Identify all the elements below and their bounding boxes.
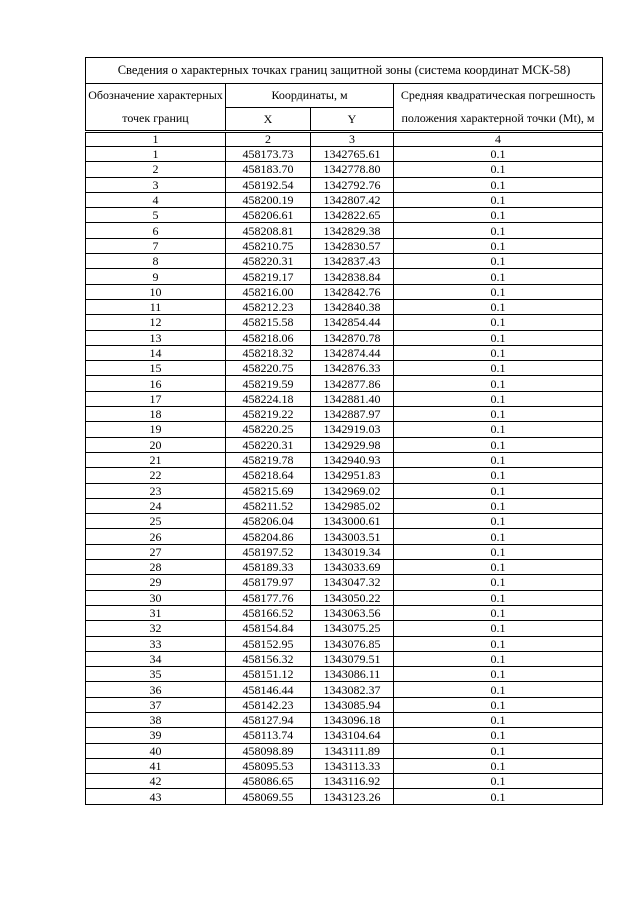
point-number-cell: 41 xyxy=(86,758,226,773)
y-coordinate-cell: 1342870.78 xyxy=(311,330,394,345)
y-coordinate-cell: 1342887.97 xyxy=(311,407,394,422)
point-number-cell: 38 xyxy=(86,712,226,727)
x-coordinate-cell: 458215.69 xyxy=(226,483,311,498)
y-coordinate-cell: 1343079.51 xyxy=(311,651,394,666)
x-coordinate-cell: 458220.31 xyxy=(226,437,311,452)
x-coordinate-cell: 458069.55 xyxy=(226,789,311,804)
x-coordinate-cell: 458142.23 xyxy=(226,697,311,712)
table-row xyxy=(86,208,603,223)
y-coordinate-cell: 1343063.56 xyxy=(311,605,394,620)
y-coordinate-cell: 1342840.38 xyxy=(311,299,394,314)
error-cell: 0.1 xyxy=(394,422,603,437)
y-coordinate-cell: 1343113.33 xyxy=(311,758,394,773)
table-row xyxy=(86,147,603,162)
error-cell: 0.1 xyxy=(394,330,603,345)
y-coordinate-cell: 1343086.11 xyxy=(311,667,394,682)
point-number-cell: 35 xyxy=(86,667,226,682)
point-number-cell: 27 xyxy=(86,544,226,559)
y-coordinate-cell: 1343085.94 xyxy=(311,697,394,712)
y-coordinate-cell: 1342919.03 xyxy=(311,422,394,437)
point-number-cell: 21 xyxy=(86,452,226,467)
table-row xyxy=(86,177,603,192)
table-body xyxy=(86,147,603,805)
y-coordinate-cell: 1342929.98 xyxy=(311,437,394,452)
y-coordinate-cell: 1342940.93 xyxy=(311,452,394,467)
table-row xyxy=(86,667,603,682)
table-row xyxy=(86,774,603,789)
table-row xyxy=(86,254,603,269)
point-number-cell: 22 xyxy=(86,468,226,483)
table-row xyxy=(86,621,603,636)
y-coordinate-cell: 1342876.33 xyxy=(311,361,394,376)
point-number-cell: 28 xyxy=(86,560,226,575)
table-row xyxy=(86,162,603,177)
error-cell: 0.1 xyxy=(394,483,603,498)
point-number-cell: 12 xyxy=(86,315,226,330)
error-cell: 0.1 xyxy=(394,651,603,666)
x-coordinate-cell: 458113.74 xyxy=(226,728,311,743)
error-cell: 0.1 xyxy=(394,544,603,559)
table-row xyxy=(86,299,603,314)
error-cell: 0.1 xyxy=(394,208,603,223)
table-row xyxy=(86,407,603,422)
table-row xyxy=(86,345,603,360)
x-coordinate-cell: 458208.81 xyxy=(226,223,311,238)
x-coordinate-cell: 458216.00 xyxy=(226,284,311,299)
table-row xyxy=(86,437,603,452)
y-coordinate-cell: 1343075.25 xyxy=(311,621,394,636)
x-coordinate-cell: 458095.53 xyxy=(226,758,311,773)
error-cell: 0.1 xyxy=(394,254,603,269)
error-cell: 0.1 xyxy=(394,147,603,162)
point-number-cell: 4 xyxy=(86,192,226,207)
error-cell: 0.1 xyxy=(394,269,603,284)
error-cell: 0.1 xyxy=(394,223,603,238)
table-row xyxy=(86,468,603,483)
error-cell: 0.1 xyxy=(394,452,603,467)
point-number-cell: 31 xyxy=(86,605,226,620)
column-numbers-row xyxy=(86,132,603,147)
y-coordinate-cell: 1342969.02 xyxy=(311,483,394,498)
y-coordinate-cell: 1342951.83 xyxy=(311,468,394,483)
table-row xyxy=(86,361,603,376)
point-number-cell: 39 xyxy=(86,728,226,743)
point-number-cell: 7 xyxy=(86,238,226,253)
x-coordinate-cell: 458197.52 xyxy=(226,544,311,559)
y-coordinate-cell: 1342881.40 xyxy=(311,391,394,406)
table-row xyxy=(86,651,603,666)
y-coordinate-cell: 1342985.02 xyxy=(311,498,394,513)
point-number-cell: 8 xyxy=(86,254,226,269)
y-coordinate-cell: 1343050.22 xyxy=(311,590,394,605)
point-number-cell: 37 xyxy=(86,697,226,712)
x-coordinate-cell: 458204.86 xyxy=(226,529,311,544)
x-coordinate-cell: 458220.25 xyxy=(226,422,311,437)
y-coordinate-cell: 1343003.51 xyxy=(311,529,394,544)
point-number-cell: 43 xyxy=(86,789,226,804)
table-row xyxy=(86,452,603,467)
table-row xyxy=(86,605,603,620)
y-coordinate-cell: 1343104.64 xyxy=(311,728,394,743)
point-number-cell: 6 xyxy=(86,223,226,238)
x-coordinate-cell: 458224.18 xyxy=(226,391,311,406)
x-coordinate-cell: 458212.23 xyxy=(226,299,311,314)
table-row xyxy=(86,758,603,773)
x-coordinate-cell: 458220.31 xyxy=(226,254,311,269)
y-coordinate-cell: 1342874.44 xyxy=(311,345,394,360)
error-cell: 0.1 xyxy=(394,345,603,360)
x-coordinate-cell: 458218.06 xyxy=(226,330,311,345)
table-row xyxy=(86,544,603,559)
header-error: Средняя квадратическая погрешность положения характерной точки (Mt), м xyxy=(394,84,603,132)
point-number-cell: 18 xyxy=(86,407,226,422)
column-number: 3 xyxy=(311,132,394,147)
table-row xyxy=(86,514,603,529)
error-cell: 0.1 xyxy=(394,682,603,697)
header-y: Y xyxy=(311,108,394,132)
point-number-cell: 3 xyxy=(86,177,226,192)
error-cell: 0.1 xyxy=(394,712,603,727)
error-cell: 0.1 xyxy=(394,697,603,712)
table-row xyxy=(86,391,603,406)
error-cell: 0.1 xyxy=(394,284,603,299)
error-cell: 0.1 xyxy=(394,391,603,406)
point-number-cell: 25 xyxy=(86,514,226,529)
point-number-cell: 2 xyxy=(86,162,226,177)
error-cell: 0.1 xyxy=(394,575,603,590)
header-coordinates: Координаты, м xyxy=(226,84,394,108)
x-coordinate-cell: 458156.32 xyxy=(226,651,311,666)
x-coordinate-cell: 458166.52 xyxy=(226,605,311,620)
column-number: 4 xyxy=(394,132,603,147)
table-row xyxy=(86,560,603,575)
point-number-cell: 23 xyxy=(86,483,226,498)
error-cell: 0.1 xyxy=(394,177,603,192)
y-coordinate-cell: 1342765.61 xyxy=(311,147,394,162)
y-coordinate-cell: 1343076.85 xyxy=(311,636,394,651)
x-coordinate-cell: 458219.17 xyxy=(226,269,311,284)
y-coordinate-cell: 1343116.92 xyxy=(311,774,394,789)
point-number-cell: 20 xyxy=(86,437,226,452)
y-coordinate-cell: 1343082.37 xyxy=(311,682,394,697)
x-coordinate-cell: 458179.97 xyxy=(226,575,311,590)
x-coordinate-cell: 458173.73 xyxy=(226,147,311,162)
column-number: 2 xyxy=(226,132,311,147)
point-number-cell: 29 xyxy=(86,575,226,590)
error-cell: 0.1 xyxy=(394,636,603,651)
error-cell: 0.1 xyxy=(394,789,603,804)
point-number-cell: 9 xyxy=(86,269,226,284)
x-coordinate-cell: 458152.95 xyxy=(226,636,311,651)
point-number-cell: 42 xyxy=(86,774,226,789)
table-row xyxy=(86,498,603,513)
error-cell: 0.1 xyxy=(394,590,603,605)
x-coordinate-cell: 458151.12 xyxy=(226,667,311,682)
point-number-cell: 16 xyxy=(86,376,226,391)
y-coordinate-cell: 1343111.89 xyxy=(311,743,394,758)
table-row xyxy=(86,697,603,712)
error-cell: 0.1 xyxy=(394,238,603,253)
point-number-cell: 11 xyxy=(86,299,226,314)
x-coordinate-cell: 458192.54 xyxy=(226,177,311,192)
error-cell: 0.1 xyxy=(394,498,603,513)
point-number-cell: 17 xyxy=(86,391,226,406)
point-number-cell: 32 xyxy=(86,621,226,636)
table-row xyxy=(86,422,603,437)
x-coordinate-cell: 458183.70 xyxy=(226,162,311,177)
point-number-cell: 33 xyxy=(86,636,226,651)
error-cell: 0.1 xyxy=(394,315,603,330)
y-coordinate-cell: 1342842.76 xyxy=(311,284,394,299)
y-coordinate-cell: 1342837.43 xyxy=(311,254,394,269)
header-x: X xyxy=(226,108,311,132)
x-coordinate-cell: 458220.75 xyxy=(226,361,311,376)
table-row xyxy=(86,223,603,238)
boundary-points-table xyxy=(85,57,603,805)
y-coordinate-cell: 1342778.80 xyxy=(311,162,394,177)
x-coordinate-cell: 458219.59 xyxy=(226,376,311,391)
y-coordinate-cell: 1343000.61 xyxy=(311,514,394,529)
column-number: 1 xyxy=(86,132,226,147)
error-cell: 0.1 xyxy=(394,728,603,743)
error-cell: 0.1 xyxy=(394,162,603,177)
x-coordinate-cell: 458177.76 xyxy=(226,590,311,605)
x-coordinate-cell: 458218.32 xyxy=(226,345,311,360)
error-cell: 0.1 xyxy=(394,529,603,544)
x-coordinate-cell: 458206.04 xyxy=(226,514,311,529)
x-coordinate-cell: 458219.78 xyxy=(226,452,311,467)
point-number-cell: 26 xyxy=(86,529,226,544)
table-row xyxy=(86,529,603,544)
x-coordinate-cell: 458210.75 xyxy=(226,238,311,253)
table-row xyxy=(86,636,603,651)
error-cell: 0.1 xyxy=(394,192,603,207)
y-coordinate-cell: 1342838.84 xyxy=(311,269,394,284)
point-number-cell: 5 xyxy=(86,208,226,223)
point-number-cell: 40 xyxy=(86,743,226,758)
y-coordinate-cell: 1342829.38 xyxy=(311,223,394,238)
y-coordinate-cell: 1342822.65 xyxy=(311,208,394,223)
table-row xyxy=(86,330,603,345)
error-cell: 0.1 xyxy=(394,361,603,376)
error-cell: 0.1 xyxy=(394,667,603,682)
y-coordinate-cell: 1343047.32 xyxy=(311,575,394,590)
error-cell: 0.1 xyxy=(394,560,603,575)
x-coordinate-cell: 458098.89 xyxy=(226,743,311,758)
point-number-cell: 14 xyxy=(86,345,226,360)
table-row xyxy=(86,269,603,284)
table-row xyxy=(86,789,603,804)
y-coordinate-cell: 1343096.18 xyxy=(311,712,394,727)
point-number-cell: 10 xyxy=(86,284,226,299)
table-row xyxy=(86,315,603,330)
x-coordinate-cell: 458211.52 xyxy=(226,498,311,513)
error-cell: 0.1 xyxy=(394,774,603,789)
table-title: Сведения о характерных точках границ защитной зоны (система координат МСК-58) xyxy=(86,58,603,84)
error-cell: 0.1 xyxy=(394,407,603,422)
x-coordinate-cell: 458218.64 xyxy=(226,468,311,483)
table-row xyxy=(86,483,603,498)
point-number-cell: 30 xyxy=(86,590,226,605)
x-coordinate-cell: 458189.33 xyxy=(226,560,311,575)
y-coordinate-cell: 1342830.57 xyxy=(311,238,394,253)
error-cell: 0.1 xyxy=(394,758,603,773)
table-header xyxy=(86,58,603,147)
header-designation: Обозначение характерных точек границ xyxy=(86,84,226,132)
point-number-cell: 36 xyxy=(86,682,226,697)
y-coordinate-cell: 1342854.44 xyxy=(311,315,394,330)
y-coordinate-cell: 1343033.69 xyxy=(311,560,394,575)
y-coordinate-cell: 1342807.42 xyxy=(311,192,394,207)
y-coordinate-cell: 1342792.76 xyxy=(311,177,394,192)
error-cell: 0.1 xyxy=(394,437,603,452)
error-cell: 0.1 xyxy=(394,605,603,620)
y-coordinate-cell: 1343123.26 xyxy=(311,789,394,804)
error-cell: 0.1 xyxy=(394,514,603,529)
table-row xyxy=(86,728,603,743)
x-coordinate-cell: 458086.65 xyxy=(226,774,311,789)
point-number-cell: 24 xyxy=(86,498,226,513)
table-row xyxy=(86,376,603,391)
point-number-cell: 19 xyxy=(86,422,226,437)
x-coordinate-cell: 458206.61 xyxy=(226,208,311,223)
table-row xyxy=(86,743,603,758)
x-coordinate-cell: 458154.84 xyxy=(226,621,311,636)
point-number-cell: 1 xyxy=(86,147,226,162)
x-coordinate-cell: 458200.19 xyxy=(226,192,311,207)
error-cell: 0.1 xyxy=(394,468,603,483)
point-number-cell: 15 xyxy=(86,361,226,376)
x-coordinate-cell: 458219.22 xyxy=(226,407,311,422)
error-cell: 0.1 xyxy=(394,621,603,636)
table-row xyxy=(86,712,603,727)
point-number-cell: 34 xyxy=(86,651,226,666)
x-coordinate-cell: 458146.44 xyxy=(226,682,311,697)
error-cell: 0.1 xyxy=(394,743,603,758)
error-cell: 0.1 xyxy=(394,376,603,391)
table-row xyxy=(86,192,603,207)
point-number-cell: 13 xyxy=(86,330,226,345)
table-row xyxy=(86,590,603,605)
table-row xyxy=(86,575,603,590)
x-coordinate-cell: 458215.58 xyxy=(226,315,311,330)
table-row xyxy=(86,284,603,299)
table-row xyxy=(86,682,603,697)
y-coordinate-cell: 1343019.34 xyxy=(311,544,394,559)
table-row xyxy=(86,238,603,253)
x-coordinate-cell: 458127.94 xyxy=(226,712,311,727)
y-coordinate-cell: 1342877.86 xyxy=(311,376,394,391)
error-cell: 0.1 xyxy=(394,299,603,314)
